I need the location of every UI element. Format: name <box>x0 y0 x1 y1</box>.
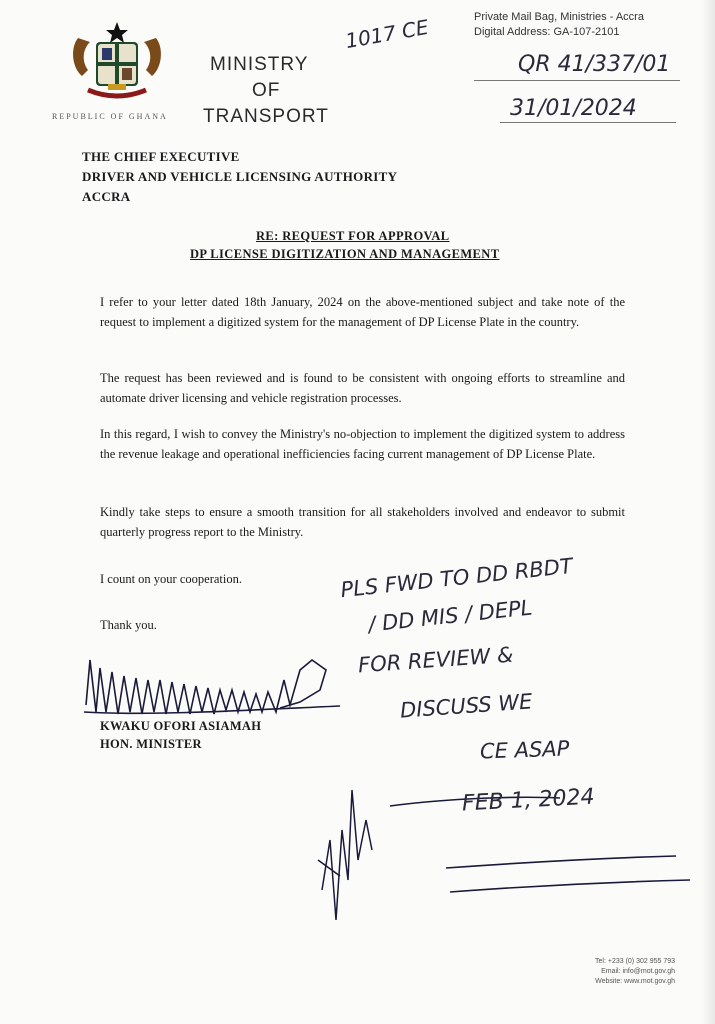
minute-line-3: FOR REVIEW & <box>357 642 515 678</box>
body-paragraph-2: The request has been reviewed and is found to be consistent with ongoing efforts to streamline and automate driver licensing and vehicle registration processes. <box>100 371 625 405</box>
body-paragraph-4: Kindly take steps to ensure a smooth transition for all stakeholders involved and endeavor to submit quarterly progress report to the Ministry. <box>100 505 625 539</box>
body-paragraph-1: I refer to your letter dated 18th January, 2024 on the above-mentioned subject and take note of the request to implement a digitized system for the management of DP License Plate in the country. <box>100 295 625 329</box>
addressee-line-2: DRIVER AND VEHICLE LICENSING AUTHORITY <box>82 169 398 184</box>
minister-signature <box>84 660 340 714</box>
minute-line-4: DISCUSS WE <box>399 689 534 723</box>
ministry-line-3: TRANSPORT <box>203 106 329 127</box>
minute-line-5: CE ASAP <box>479 736 570 764</box>
footer-email: Email: info@mot.gov.gh <box>601 968 675 975</box>
minute-line-6: FEB 1, 2024 <box>461 784 596 817</box>
minute-line-2: / DD MIS / DEPL <box>367 595 534 637</box>
minute-line-1: PLS FWD TO DD RBDT <box>339 553 574 603</box>
body-paragraph-3: In this regard, I wish to convey the Ministry's no-objection to implement the digitized system to address the revenue leakage and operational inefficiencies facing current management of DP License Plate. <box>100 427 625 461</box>
ministry-line-2: OF <box>252 80 281 101</box>
subject-line-2: DP LICENSE DIGITIZATION AND MANAGEMENT <box>190 247 500 261</box>
signatory-title: HON. MINISTER <box>100 737 202 751</box>
signatory-name: KWAKU OFORI ASIAMAH <box>100 719 262 733</box>
addressee-line-3: ACCRA <box>82 189 131 204</box>
footer-tel: Tel: +233 (0) 302 955 793 <box>595 958 675 965</box>
ministry-line-1: MINISTRY <box>210 54 309 75</box>
minute-signature <box>318 790 372 920</box>
mail-bag-address: Private Mail Bag, Ministries - Accra <box>474 11 644 23</box>
addressee-line-1: THE CHIEF EXECUTIVE <box>82 149 240 164</box>
handwritten-date: 31/01/2024 <box>510 96 637 121</box>
body-paragraph-6: Thank you. <box>100 618 157 632</box>
handwritten-reference: QR 41/337/01 <box>518 52 671 77</box>
body-paragraph-5: I count on your cooperation. <box>100 572 242 586</box>
republic-label: REPUBLIC OF GHANA <box>52 112 168 121</box>
subject-line-1: RE: REQUEST FOR APPROVAL <box>256 229 450 243</box>
footer-website: Website: www.mot.gov.gh <box>595 978 675 985</box>
digital-address: Digital Address: GA-107-2101 <box>474 26 620 38</box>
handwritten-top-note: 1017 CE <box>343 14 431 54</box>
